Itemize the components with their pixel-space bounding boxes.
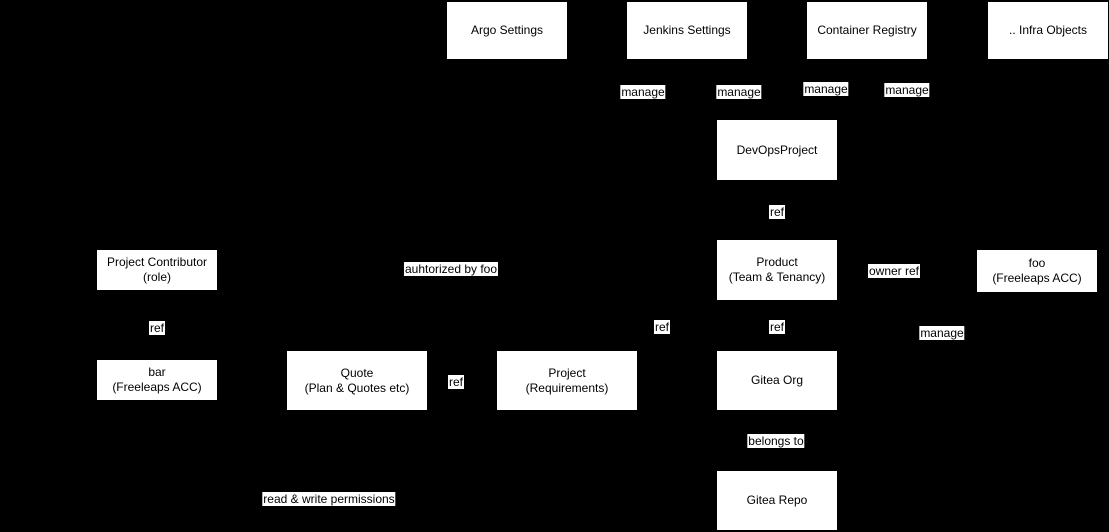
node-project-requirements — [497, 351, 637, 410]
edge-label-manage-foo: manage — [920, 326, 964, 340]
node-gitea-org-label: Gitea Org — [750, 373, 804, 387]
edge-label-read-write-permissions: read & write permissions — [263, 492, 395, 506]
edge-label-authorized-by-foo: auhtorized by foo — [404, 262, 498, 276]
edge-label-owner-ref: owner ref — [868, 264, 920, 278]
node-infra-objects-label: .. Infra Objects — [1008, 23, 1088, 37]
node-foo-account-line1: foo — [1028, 256, 1046, 270]
node-argo-settings — [447, 2, 567, 59]
node-devops-project — [717, 120, 837, 180]
node-project-contributor — [97, 250, 217, 290]
edge-label-belongs-to: belongs to — [748, 434, 804, 448]
node-container-registry — [807, 2, 927, 59]
node-product-line1: Product — [756, 255, 798, 269]
node-argo-settings-label: Argo Settings — [470, 23, 544, 37]
node-jenkins-settings-label: Jenkins Settings — [643, 23, 731, 37]
node-quote — [287, 351, 427, 410]
node-project-requirements-line1: Project — [548, 365, 586, 380]
node-gitea-org — [717, 351, 837, 410]
edge-label-manage-jenkins: manage — [717, 85, 761, 99]
node-quote-line2: (Plan & Quotes etc) — [304, 380, 410, 395]
node-bar-account-line1: bar — [148, 365, 166, 379]
node-product — [717, 240, 837, 300]
edge-label-ref-quote-project: ref — [448, 375, 464, 389]
node-project-contributor-line1: Project Contributor — [106, 255, 208, 269]
node-jenkins-settings — [627, 2, 747, 59]
node-foo-account — [977, 250, 1097, 292]
node-quote-line1: Quote — [340, 365, 374, 380]
edge-label-manage-infra: manage — [885, 83, 929, 97]
edge-label-ref-contributor-bar: ref — [149, 321, 165, 335]
edge-label-manage-registry: manage — [804, 82, 848, 96]
node-bar-account-line2: (Freeleaps ACC) — [112, 380, 202, 394]
edge-label-ref-project-product: ref — [654, 320, 670, 334]
node-devops-project-label: DevOpsProject — [736, 142, 818, 157]
node-product-line2: (Team & Tenancy) — [728, 270, 826, 284]
node-infra-objects — [988, 2, 1108, 59]
node-foo-account-line2: (Freeleaps ACC) — [992, 271, 1082, 285]
node-container-registry-label: Container Registry — [817, 23, 917, 37]
node-gitea-repo-label: Gitea Repo — [746, 493, 808, 507]
node-project-contributor-line2: (role) — [142, 270, 171, 284]
edge-label-ref-devops-product: ref — [769, 205, 785, 219]
edge-label-manage-argo: manage — [621, 85, 665, 99]
edge-label-ref-product-gitea-org: ref — [769, 320, 785, 334]
node-gitea-repo — [717, 471, 837, 530]
node-project-requirements-line2: (Requirements) — [525, 380, 609, 395]
node-bar-account — [97, 360, 217, 400]
